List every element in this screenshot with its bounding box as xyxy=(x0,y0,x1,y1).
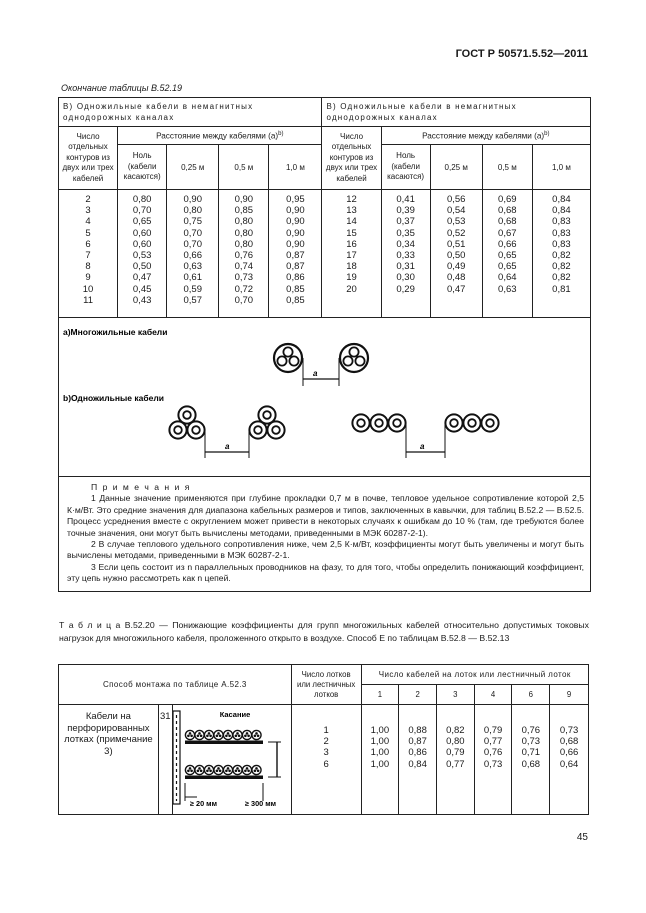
table-cell-value: 0,86 xyxy=(408,747,427,759)
table-cell-value: 18 xyxy=(346,261,357,273)
table-cell-value: 0,85 xyxy=(286,294,305,306)
subcol-zero: Ноль (кабели касаются) xyxy=(118,145,167,190)
dim-300mm: ≥ 300 мм xyxy=(244,799,276,808)
table-cell-value: 0,80 xyxy=(234,238,254,250)
lower-tray xyxy=(185,765,263,779)
table-cell-value: 0,83 xyxy=(552,227,571,239)
table-cell-value: 0,87 xyxy=(408,736,427,748)
table-cell-value: 3 xyxy=(85,205,91,217)
table-cell-value: 0,65 xyxy=(498,250,517,262)
table-cell-value: 0,81 xyxy=(552,283,571,295)
subcol-zero: Ноль (кабели касаются) xyxy=(381,145,430,190)
subcol-10: 1,0 м xyxy=(269,145,322,190)
right-zero-column xyxy=(381,190,430,318)
table-cell-value: 0,84 xyxy=(552,205,571,217)
table-cell-value: 3 xyxy=(323,747,329,759)
table-caption: Т а б л и ц а В.52.20 — Понижающие коэффициенты для групп многожильных кабелей относительно допустимых токовых нагрузок для многожильного кабеля, проложенного открыто в воздухе. Способ Е по таблицам В.52.8 — В.52.13 xyxy=(59,620,589,643)
table-cell-value: 0,60 xyxy=(132,238,152,250)
dim-a-label: а xyxy=(313,369,318,378)
left-zero-column xyxy=(118,190,167,318)
table-cell-value: 8 xyxy=(85,261,91,273)
table-cell-value: 0,73 xyxy=(483,758,503,770)
table-cell-value: 0,39 xyxy=(396,205,415,217)
table-cell-value: 0,63 xyxy=(183,261,202,273)
table-cell-value: 0,68 xyxy=(498,216,517,228)
col-distance-right: Расстояние между кабелями $(а)^{b)}$ xyxy=(381,127,590,145)
table-cell-value: 2 xyxy=(85,194,91,205)
touch-label: Касание xyxy=(219,710,251,719)
table-cell-value: 0,63 xyxy=(498,283,517,295)
table-cell-value: 0,51 xyxy=(446,238,466,250)
c6-column xyxy=(512,705,550,815)
count-6: 6 xyxy=(512,685,550,705)
table-cell-value: 0,87 xyxy=(286,250,305,262)
table-cell-value: 0,66 xyxy=(559,747,579,759)
count-1: 1 xyxy=(361,685,399,705)
table-cell-value: 0,64 xyxy=(559,758,579,770)
notes-title: П р и м е ч а н и я xyxy=(91,482,191,492)
table-cell-value: 0,76 xyxy=(521,725,541,736)
table-cell-value: 0,61 xyxy=(183,272,202,284)
note-2: 2 В случае теплового удельного сопротивления ниже, чем 2,5 К·м/Вт, коэффициенты могут быть увеличены и могут быть вычислены методами, приведенными в МЭК 60287-2-1. xyxy=(67,539,584,561)
table-cell-value: 0,79 xyxy=(483,725,503,736)
table-cell-value: 0,31 xyxy=(396,261,415,273)
table-cell-value: 0,80 xyxy=(234,216,254,228)
page-number: 45 xyxy=(576,832,588,843)
left-025-column xyxy=(167,190,219,318)
table-cell-value: 0,76 xyxy=(483,747,503,759)
table-cell-value: 0,79 xyxy=(446,747,465,759)
dim-20mm: ≥ 20 мм xyxy=(189,799,217,808)
table-cell-value: 5 xyxy=(85,227,91,239)
subcol-05: 0,5 м xyxy=(219,145,269,190)
table-cell-value: 0,68 xyxy=(498,205,517,217)
cable-arrangement-figure xyxy=(59,318,590,476)
table-cell-value: 12 xyxy=(346,194,357,205)
table-cell-value: 0,50 xyxy=(446,250,466,262)
table-cell-value: 0,86 xyxy=(286,272,305,284)
table-cell-value: 0,90 xyxy=(234,194,254,205)
table-cell-value: 19 xyxy=(346,272,357,284)
table-cell-value: 0,54 xyxy=(446,205,466,217)
table-cell-value: 0,90 xyxy=(183,194,202,205)
c9-column xyxy=(550,705,589,815)
table-cell-value: 0,66 xyxy=(498,238,517,250)
fig-b-label: b)Одножильные кабели xyxy=(63,393,164,403)
col-count-left: Число отдельных контуров из двух или трех кабелей xyxy=(59,127,118,190)
row-label: Кабели на перфорированных лотках (примечание 3) xyxy=(59,705,159,815)
table-cell-value: 15 xyxy=(346,227,357,239)
table-cell-value: 0,53 xyxy=(446,216,466,228)
tray-figure xyxy=(173,705,291,813)
table-cell-value: 0,82 xyxy=(552,272,571,284)
tray-figure-cell xyxy=(172,705,291,815)
table-cell-value: 0,45 xyxy=(132,283,152,295)
table-cell-value: 0,80 xyxy=(234,227,254,239)
table-cell-value: 0,70 xyxy=(234,294,254,306)
table-cell-value: 0,82 xyxy=(552,250,571,262)
table-cell-value: 0,90 xyxy=(286,227,305,239)
table-cell-value: 0,75 xyxy=(183,216,202,228)
right-025-column xyxy=(430,190,482,318)
table-cell-value: 16 xyxy=(346,238,357,250)
table-cell-value: 0,59 xyxy=(183,283,202,295)
upper-tray xyxy=(185,730,263,744)
table-cell-value: 0,56 xyxy=(446,194,466,205)
table-cell-value: 0,84 xyxy=(552,194,571,205)
table-cell-value: 0,85 xyxy=(286,283,305,295)
table-cell-value: 0,90 xyxy=(286,205,305,217)
table-cell-value: 0,64 xyxy=(498,272,517,284)
dim-a-label: а xyxy=(225,442,230,451)
table-cell-value: 0,49 xyxy=(446,261,466,273)
table-cell-value: 0,72 xyxy=(234,283,254,295)
table-cell-value: 0,67 xyxy=(498,227,517,239)
table-cell-value: 0,29 xyxy=(396,283,415,295)
table-cell-value: 0,34 xyxy=(396,238,415,250)
table-cell-value: 0,65 xyxy=(498,261,517,273)
table-cell-value: 1,00 xyxy=(370,736,390,748)
table-cell-value: 0,80 xyxy=(446,736,465,748)
subcol-05: 0,5 м xyxy=(482,145,532,190)
left-10-column xyxy=(269,190,322,318)
table-cell-value: 6 xyxy=(85,238,91,250)
table-cell-value: 0,95 xyxy=(286,194,305,205)
table-cell-value: 0,80 xyxy=(132,194,152,205)
table-cell-value: 0,60 xyxy=(132,227,152,239)
table-cell-value: 0,43 xyxy=(132,294,152,306)
table-cell-value: 0,87 xyxy=(286,261,305,273)
table-continuation-title: Окончание таблицы В.52.19 xyxy=(61,83,182,93)
table-cell-value: 13 xyxy=(346,205,357,217)
table-cell-value: 10 xyxy=(82,283,94,295)
table-cell-value: 0,65 xyxy=(132,216,152,228)
table-cell-value: 0,77 xyxy=(483,736,503,748)
standard-number: ГОСТ Р 50571.5.52—2011 xyxy=(455,48,588,60)
table-cell-value: 1,00 xyxy=(370,758,390,770)
right-10-column xyxy=(532,190,590,318)
note-1: 1 Данные значение применяются при глубине прокладки 0,7 м в почве, тепловое удельное сопротивление которой 2,5 К·м/Вт. Это средние значения для диапазона кабельных размеров и типов, заключенных в кавычки, для таблиц В.52.2 — В.52.5. Процесс усреднения вместе с округлением может привести в некоторых случаях к ошибкам до 10 % (там, где требуются более точные значения, они могут быть вычислены методами, приведенными в МЭК 60287-2-1). xyxy=(67,493,584,538)
table-cell-value: 0,83 xyxy=(552,216,571,228)
count-3: 3 xyxy=(436,685,474,705)
notes-block xyxy=(59,477,591,592)
table-cell-value: 0,71 xyxy=(521,747,541,759)
table-cell-value: 1,00 xyxy=(370,747,390,759)
table-cell-value: 0,68 xyxy=(559,736,579,748)
right-section-title: В) Одножильные кабели в немагнитных однодорожных каналах xyxy=(322,98,591,127)
table-cell-value: 11 xyxy=(83,294,93,306)
row-code: 31 xyxy=(158,705,172,815)
left-n-column xyxy=(59,190,118,318)
subcol-10: 1,0 м xyxy=(532,145,590,190)
left-05-column xyxy=(219,190,269,318)
table-cell-value: 0,73 xyxy=(234,272,254,284)
table-cell-value: 2 xyxy=(323,736,329,748)
table-cell-value: 0,66 xyxy=(183,250,202,262)
table-cell-value: 0,73 xyxy=(559,725,579,736)
table-cell-value: 0,90 xyxy=(286,216,305,228)
table-cell-value: 0,84 xyxy=(408,758,427,770)
right-05-column xyxy=(482,190,532,318)
dim-a-label: а xyxy=(420,442,425,451)
table-cell-value: 0,33 xyxy=(396,250,415,262)
table-cell-value: 0,37 xyxy=(396,216,415,228)
table-cell-value: 0,76 xyxy=(234,250,254,262)
c2-column xyxy=(399,705,437,815)
table-cell-value: 0,48 xyxy=(446,272,466,284)
table-cell-value: 0,53 xyxy=(132,250,152,262)
reduction-table xyxy=(58,97,591,592)
table-cell-value: 0,74 xyxy=(234,261,254,273)
table-cell-value: 0,82 xyxy=(446,725,465,736)
col-count-right: Число отдельных контуров из двух или трех кабелей xyxy=(322,127,381,190)
table-cell-value: 0,30 xyxy=(396,272,415,284)
count-4: 4 xyxy=(474,685,512,705)
col-method: Способ монтажа по таблице А.52.3 xyxy=(59,665,292,705)
c1-column xyxy=(361,705,399,815)
table-cell-value: 0,69 xyxy=(498,194,517,205)
table-cell-value: 1 xyxy=(323,725,329,736)
table-cell-value: 0,47 xyxy=(446,283,466,295)
table-cell-value: 0,41 xyxy=(396,194,415,205)
c4-column xyxy=(474,705,512,815)
table-cell-value: 20 xyxy=(346,283,357,295)
reduction-table-2 xyxy=(58,664,589,815)
table-cell-value: 0,68 xyxy=(521,758,541,770)
table-cell-value: 0,80 xyxy=(183,205,202,217)
c3-column xyxy=(436,705,474,815)
table-cell-value: 7 xyxy=(85,250,91,262)
table-cell-value: 17 xyxy=(346,250,357,262)
table-cell-value: 0,83 xyxy=(552,238,571,250)
subcol-025: 0,25 м xyxy=(430,145,482,190)
count-9: 9 xyxy=(550,685,589,705)
cable-figures-cell xyxy=(59,318,591,477)
table-cell-value: 4 xyxy=(85,216,91,228)
table-cell-value: 0,35 xyxy=(396,227,415,239)
table-cell-value: 0,47 xyxy=(132,272,152,284)
table-cell-value: 1,00 xyxy=(370,725,390,736)
table-cell-value: 0,88 xyxy=(408,725,427,736)
table-cell-value: 14 xyxy=(346,216,357,228)
table-cell-value: 0,82 xyxy=(552,261,571,273)
table-cell-value: 0,70 xyxy=(183,227,202,239)
table-cell-value: 0,77 xyxy=(446,758,465,770)
table-cell-value: 0,73 xyxy=(521,736,541,748)
trays-column xyxy=(291,705,361,815)
table-cell-value: 0,70 xyxy=(132,205,152,217)
col-distance-left: Расстояние между кабелями $(а)^{b)}$ xyxy=(118,127,322,145)
right-n-column xyxy=(322,190,381,318)
left-section-title: В) Одножильные кабели в немагнитных однодорожных каналах xyxy=(59,98,322,127)
note-3: 3 Если цепь состоит из n параллельных проводников на фазу, то для того, чтобы определить понижающий коэффициент, эту цепь нужно рассмотреть как n цепей. xyxy=(67,561,584,584)
table-cell-value: 0,85 xyxy=(234,205,254,217)
table-cell-value: 0,90 xyxy=(286,238,305,250)
table-cell-value: 0,52 xyxy=(446,227,466,239)
col-cables: Число кабелей на лоток или лестничный лоток xyxy=(361,665,588,685)
table-cell-value: 0,50 xyxy=(132,261,152,273)
count-2: 2 xyxy=(399,685,437,705)
table-cell-value: 6 xyxy=(323,758,329,770)
table-cell-value: 9 xyxy=(85,272,91,284)
table-cell-value: 0,70 xyxy=(183,238,202,250)
fig-a-label: a)Многожильные кабели xyxy=(63,327,168,337)
subcol-025: 0,25 м xyxy=(167,145,219,190)
col-trays: Число лотков или лестничных лотков xyxy=(291,665,361,705)
table-cell-value: 0,57 xyxy=(183,294,202,306)
